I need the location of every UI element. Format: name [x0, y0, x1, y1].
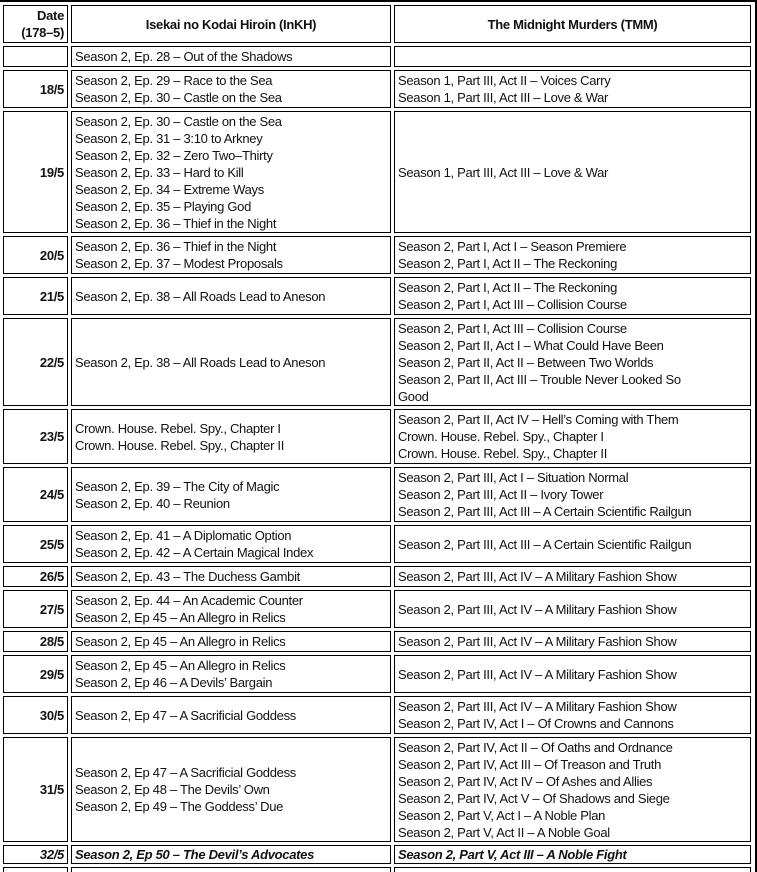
episode-title: Season 2, Ep. 28 – Out of the Shadows	[75, 49, 293, 64]
episode-title: Season 2, Part III, Act IV – A Military Fashion Show	[398, 699, 677, 714]
table-row	[3, 566, 751, 587]
date-cell: 24/5	[3, 467, 68, 522]
header-inkh: Isekai no Kodai Hiroin (InKH)	[71, 5, 391, 43]
episode-title: Season 2, Part IV, Act III – Of Treason and Truth	[398, 756, 662, 772]
episode-title: Season 2, Part I, Act II – The Reckoning	[398, 280, 618, 295]
episode-title: Crown. House. Rebel. Spy., Chapter II	[398, 446, 608, 461]
episode-title: Season 2, Part II, Act I – What Could Have Been	[398, 337, 664, 353]
date-cell: 30/5	[3, 696, 68, 734]
episode-title: Season 2, Ep 45 – An Allegro in Relics	[75, 634, 286, 649]
date-cell: 23/5	[3, 409, 68, 464]
episode-title: Season 2, Ep 47 – A Sacrificial Goddess	[75, 765, 296, 780]
schedule-body	[3, 46, 751, 872]
episode-title: Season 2, Part V, Act III – A Noble Fight	[398, 847, 627, 862]
episode-title: Crown. House. Rebel. Spy., Chapter I	[75, 420, 281, 436]
table-row	[3, 467, 751, 522]
episode-title: Season 2, Ep. 35 – Playing God	[75, 198, 252, 214]
inkh-cell	[71, 845, 391, 864]
date-cell	[3, 46, 68, 67]
episode-title: Season 2, Ep. 33 – Hard to Kill	[75, 164, 244, 180]
episode-title: Season 2, Part III, Act II – Ivory Tower	[398, 487, 604, 502]
date-cell: 32/5	[3, 845, 68, 864]
episode-title: Season 2, Ep. 30 – Castle on the Sea	[75, 113, 282, 129]
inkh-episode-list	[75, 527, 388, 561]
tmm-episode-list	[398, 536, 710, 553]
inkh-episode-list	[75, 657, 388, 691]
episode-title: Season 2, Ep 46 – A Devils’ Bargain	[75, 675, 273, 690]
date-cell: 20/5	[3, 236, 68, 274]
header-date	[3, 5, 68, 43]
inkh-cell	[71, 46, 391, 67]
tmm-cell	[394, 409, 751, 464]
episode-title: Season 2, Part V, Act II – A Noble Goal	[398, 824, 610, 840]
date-cell: 22/5	[3, 318, 68, 406]
table-row	[3, 70, 751, 108]
date-cell: 18/5	[3, 70, 68, 108]
tmm-episode-list	[398, 739, 710, 841]
tmm-episode-list	[398, 633, 710, 650]
table-row	[3, 46, 751, 67]
inkh-cell	[71, 631, 391, 652]
inkh-episode-list	[75, 478, 388, 512]
table-row	[3, 525, 751, 563]
episode-title: Season 2, Ep. 43 – The Duchess Gambit	[75, 569, 300, 584]
tmm-cell	[394, 318, 751, 406]
date-cell: 31/5	[3, 737, 68, 842]
tmm-episode-list	[398, 568, 710, 585]
inkh-episode-list	[75, 113, 388, 232]
inkh-episode-list	[75, 354, 388, 371]
episode-title: Season 2, Ep 45 – An Allegro in Relics	[75, 658, 286, 673]
inkh-episode-list	[75, 633, 388, 650]
tmm-cell	[394, 696, 751, 734]
table-row	[3, 236, 751, 274]
tmm-cell	[394, 236, 751, 274]
tmm-cell	[394, 590, 751, 628]
episode-title: Season 2, Part II, Act IV – Hell’s Coming with Them	[398, 412, 679, 427]
tmm-episode-list	[398, 279, 710, 313]
episode-title: Season 2, Part V, Act I – A Noble Plan	[398, 807, 606, 823]
episode-title: Season 2, Part II, Act III – Trouble Never Looked So Good	[398, 371, 681, 404]
table-row	[3, 318, 751, 406]
episode-title: Season 2, Part I, Act II – The Reckoning	[398, 256, 618, 271]
episode-title: Season 2, Ep. 38 – All Roads Lead to Aneson	[75, 354, 326, 370]
date-cell: 19/5	[3, 111, 68, 233]
episode-title: Season 2, Ep. 41 – A Diplomatic Option	[75, 528, 292, 543]
episode-title: Season 2, Ep. 44 – An Academic Counter	[75, 593, 303, 608]
tmm-cell	[394, 70, 751, 108]
clipped-next-row	[3, 867, 751, 872]
inkh-episode-list	[75, 846, 388, 863]
table-row	[3, 409, 751, 464]
episode-title: Season 2, Ep 50 – The Devil’s Advocates	[75, 847, 315, 862]
table-row	[3, 655, 751, 693]
inkh-cell	[71, 655, 391, 693]
episode-title: Season 1, Part III, Act III – Love & War	[398, 164, 609, 180]
tmm-cell	[394, 631, 751, 652]
tmm-episode-list	[398, 601, 710, 618]
date-cell	[3, 867, 68, 872]
inkh-cell	[71, 236, 391, 274]
table-row	[3, 111, 751, 233]
episode-title: Season 2, Ep. 37 – Modest Proposals	[75, 256, 283, 271]
inkh-cell	[71, 111, 391, 233]
episode-title: Season 2, Part I, Act III – Collision Course	[398, 320, 627, 336]
inkh-cell	[71, 566, 391, 587]
episode-title: Season 2, Ep. 40 – Reunion	[75, 495, 230, 511]
episode-title: Season 2, Ep 49 – The Goddess’ Due	[75, 799, 284, 814]
table-row	[3, 277, 751, 315]
inkh-episode-list	[75, 48, 388, 65]
episode-title: Season 2, Ep. 32 – Zero Two–Thirty	[75, 147, 273, 163]
episode-title: Season 2, Part III, Act IV – A Military Fashion Show	[398, 569, 677, 584]
episode-title: Season 2, Part II, Act II – Between Two Worlds	[398, 354, 654, 370]
tmm-episode-list	[398, 698, 710, 732]
episode-title: Season 2, Ep. 31 – 3:10 to Arkney	[75, 130, 263, 146]
inkh-episode-list	[75, 420, 388, 454]
inkh-cell	[71, 525, 391, 563]
episode-title: Season 2, Ep. 42 – A Certain Magical Index	[75, 545, 314, 560]
table-row	[3, 845, 751, 864]
tmm-episode-list	[398, 846, 710, 863]
tmm-episode-list	[398, 666, 710, 683]
episode-title: Season 2, Part IV, Act I – Of Crowns and Cannons	[398, 716, 674, 731]
tmm-cell	[394, 737, 751, 842]
episode-title: Season 2, Ep 48 – The Devils’ Own	[75, 782, 270, 797]
tmm-cell	[394, 867, 751, 872]
episode-title: Season 1, Part III, Act II – Voices Carry	[398, 73, 611, 88]
episode-title: Season 2, Part IV, Act II – Of Oaths and Ordnance	[398, 739, 673, 755]
episode-title: Season 2, Ep. 39 – The City of Magic	[75, 478, 280, 494]
inkh-cell	[71, 277, 391, 315]
inkh-cell	[71, 409, 391, 464]
tmm-episode-list	[398, 411, 710, 462]
tmm-episode-list	[398, 469, 710, 520]
episode-title: Season 1, Part III, Act III – Love & War	[398, 90, 609, 105]
inkh-episode-list	[75, 238, 388, 272]
inkh-cell	[71, 467, 391, 522]
date-cell: 26/5	[3, 566, 68, 587]
tmm-cell	[394, 277, 751, 315]
tmm-cell	[394, 566, 751, 587]
tmm-episode-list	[398, 320, 710, 405]
inkh-cell	[71, 696, 391, 734]
header-row	[3, 5, 751, 43]
inkh-cell	[71, 867, 391, 872]
episode-title: Season 2, Part IV, Act V – Of Shadows and Siege	[398, 790, 670, 806]
date-cell: 25/5	[3, 525, 68, 563]
episode-title: Season 2, Ep 45 – An Allegro in Relics	[75, 610, 286, 625]
table-row	[3, 590, 751, 628]
header-tmm: The Midnight Murders (TMM)	[394, 5, 751, 43]
inkh-episode-list	[75, 72, 388, 106]
inkh-episode-list	[75, 288, 388, 305]
tmm-episode-list	[398, 164, 710, 181]
inkh-episode-list	[75, 764, 388, 815]
episode-title: Season 2, Ep. 36 – Thief in the Night	[75, 239, 277, 254]
episode-title: Season 2, Ep. 36 – Thief in the Night	[75, 215, 277, 231]
table-row	[3, 631, 751, 652]
tmm-cell	[394, 111, 751, 233]
episode-title: Crown. House. Rebel. Spy., Chapter II	[75, 437, 285, 453]
episode-title: Season 2, Ep. 30 – Castle on the Sea	[75, 90, 282, 105]
table-row	[3, 696, 751, 734]
episode-title: Crown. House. Rebel. Spy., Chapter I	[398, 429, 604, 444]
inkh-cell	[71, 590, 391, 628]
episode-title: Season 2, Ep. 38 – All Roads Lead to Aneson	[75, 288, 326, 304]
episode-title: Season 2, Ep 47 – A Sacrificial Goddess	[75, 707, 296, 723]
inkh-cell	[71, 737, 391, 842]
tmm-episode-list	[398, 72, 710, 106]
inkh-episode-list	[75, 568, 388, 585]
inkh-episode-list	[75, 592, 388, 626]
tmm-cell	[394, 845, 751, 864]
tmm-cell	[394, 655, 751, 693]
table-row	[3, 737, 751, 842]
episode-title: Season 2, Part I, Act I – Season Premiere	[398, 239, 627, 254]
episode-title: Season 2, Ep. 34 – Extreme Ways	[75, 181, 264, 197]
episode-title: Season 2, Part III, Act I – Situation Normal	[398, 470, 629, 485]
date-cell: 29/5	[3, 655, 68, 693]
tmm-cell	[394, 467, 751, 522]
episode-title: Season 2, Part III, Act IV – A Military Fashion Show	[398, 666, 677, 682]
tmm-cell	[394, 525, 751, 563]
tmm-episode-list	[398, 238, 710, 272]
episode-title: Season 2, Part I, Act III – Collision Course	[398, 297, 627, 312]
date-cell: 28/5	[3, 631, 68, 652]
schedule-table	[0, 2, 754, 872]
episode-title: Season 2, Part III, Act IV – A Military Fashion Show	[398, 634, 677, 649]
date-cell: 21/5	[3, 277, 68, 315]
episode-title: Season 2, Ep. 29 – Race to the Sea	[75, 73, 273, 88]
episode-title: Season 2, Part IV, Act IV – Of Ashes and Allies	[398, 773, 653, 789]
inkh-episode-list	[75, 707, 388, 724]
episode-title: Season 2, Part III, Act IV – A Military Fashion Show	[398, 601, 677, 617]
episode-title: Season 2, Part III, Act III – A Certain Scientific Railgun	[398, 504, 692, 519]
tmm-cell	[394, 46, 751, 67]
header-date-line1: Date	[37, 8, 64, 23]
episode-title: Season 2, Part III, Act III – A Certain Scientific Railgun	[398, 536, 692, 552]
date-cell: 27/5	[3, 590, 68, 628]
inkh-cell	[71, 318, 391, 406]
inkh-cell	[71, 70, 391, 108]
header-date-line2: (178–5)	[21, 25, 64, 40]
